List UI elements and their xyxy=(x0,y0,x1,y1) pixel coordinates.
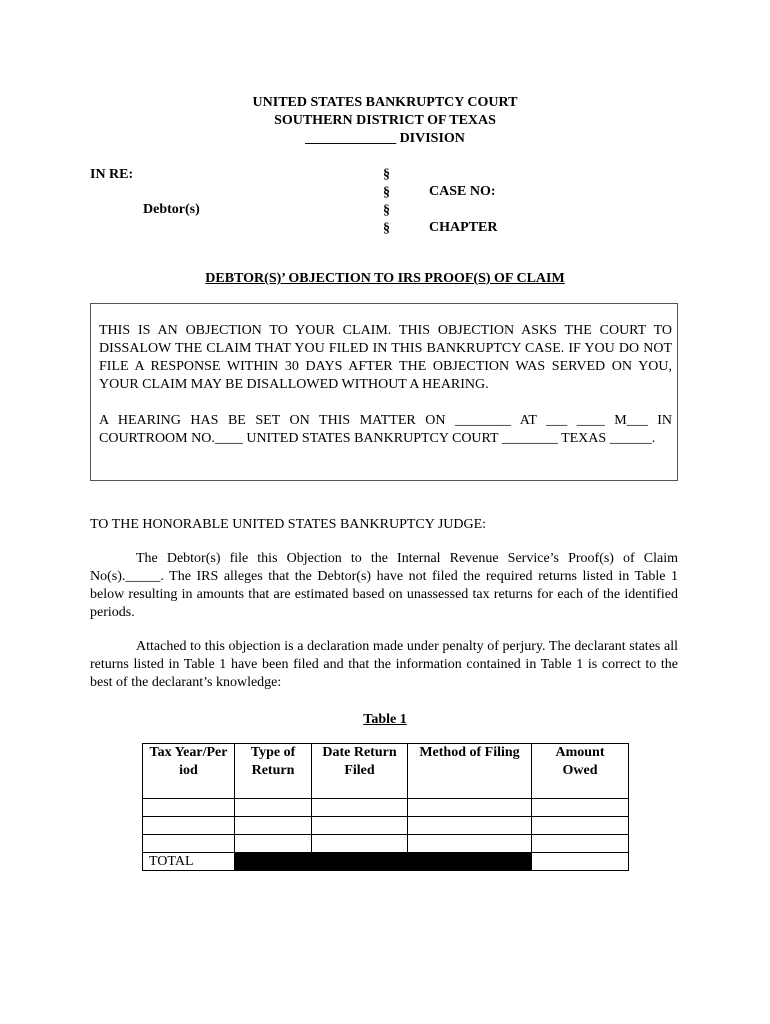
returns-table xyxy=(142,743,629,871)
table-cell[interactable] xyxy=(312,817,408,835)
blacked-out-cell xyxy=(312,853,408,871)
section-symbol: § xyxy=(383,185,390,200)
table-row xyxy=(143,817,629,835)
section-symbol: § xyxy=(383,167,390,182)
notice-paragraph-2: A HEARING HAS BE SET ON THIS MATTER ON ________ AT ___ ____ M___ IN COURTROOM NO.____ UNITED STATES BANKRUPTCY COURT ________ TEXAS ______. xyxy=(99,413,672,446)
header-amount-owed: Amount Owed xyxy=(532,744,629,799)
division-line: _____________ DIVISION xyxy=(305,131,465,146)
case-no-label: CASE NO: xyxy=(429,184,496,199)
table-cell[interactable] xyxy=(532,835,629,853)
body-paragraph-2: Attached to this objection is a declaration made under penalty of perjury. The declarant states all returns listed in Table 1 have been filed and that the information contained in Table 1 is correct to the best of the declarant’s knowledge: xyxy=(90,639,678,690)
body-paragraph-1: The Debtor(s) file this Objection to the Internal Revenue Service’s Proof(s) of Claim No(s)._____. The IRS alleges that the Debtor(s) have not filed the required returns listed in Table 1 below resulting in amounts that are estimated based on unassessed tax returns for each of the identified periods. xyxy=(90,551,678,620)
table-cell[interactable] xyxy=(143,835,235,853)
table-cell[interactable] xyxy=(532,817,629,835)
table-row xyxy=(143,835,629,853)
section-symbol: § xyxy=(383,203,390,218)
header-date-filed: Date Return Filed xyxy=(312,744,408,799)
table-caption: Table 1 xyxy=(363,712,407,727)
table-cell[interactable] xyxy=(408,817,532,835)
total-label: TOTAL xyxy=(143,853,235,871)
blacked-out-cell xyxy=(235,853,312,871)
header-type-of-return: Type of Return xyxy=(235,744,312,799)
table-cell[interactable] xyxy=(408,799,532,817)
in-re-label: IN RE: xyxy=(90,167,134,182)
blacked-out-cell xyxy=(408,853,532,871)
court-name: UNITED STATES BANKRUPTCY COURT xyxy=(252,95,518,110)
table-row xyxy=(143,799,629,817)
section-symbol: § xyxy=(383,221,390,236)
district-name: SOUTHERN DISTRICT OF TEXAS xyxy=(274,113,496,128)
notice-paragraph-1: THIS IS AN OBJECTION TO YOUR CLAIM. THIS OBJECTION ASKS THE COURT TO DISSALOW THE CLAIM THAT YOU FILED IN THIS BANKRUPTCY CASE. IF YOU DO NOT FILE A RESPONSE WITHIN 30 DAYS AFTER THE OBJECTION WAS SERVED ON YOU, YOUR CLAIM MAY BE DISALLOWED WITHOUT A HEARING. xyxy=(99,323,672,392)
chapter-label: CHAPTER xyxy=(429,220,498,235)
table-cell[interactable] xyxy=(143,817,235,835)
table-cell[interactable] xyxy=(312,835,408,853)
debtor-label: Debtor(s) xyxy=(143,202,200,217)
salutation: TO THE HONORABLE UNITED STATES BANKRUPTCY JUDGE: xyxy=(90,517,487,532)
table-cell[interactable] xyxy=(532,799,629,817)
table-cell[interactable] xyxy=(312,799,408,817)
table-cell[interactable] xyxy=(143,799,235,817)
header-method-of-filing: Method of Filing xyxy=(408,744,532,799)
table-header-row xyxy=(143,744,629,799)
table-cell[interactable] xyxy=(235,817,312,835)
total-amount-cell[interactable] xyxy=(532,853,629,871)
table-total-row xyxy=(143,853,629,871)
notice-box xyxy=(90,303,678,481)
table-cell[interactable] xyxy=(408,835,532,853)
document-title: DEBTOR(S)’ OBJECTION TO IRS PROOF(S) OF CLAIM xyxy=(205,271,565,286)
header-tax-year: Tax Year/Period xyxy=(143,744,235,799)
table-cell[interactable] xyxy=(235,835,312,853)
table-cell[interactable] xyxy=(235,799,312,817)
